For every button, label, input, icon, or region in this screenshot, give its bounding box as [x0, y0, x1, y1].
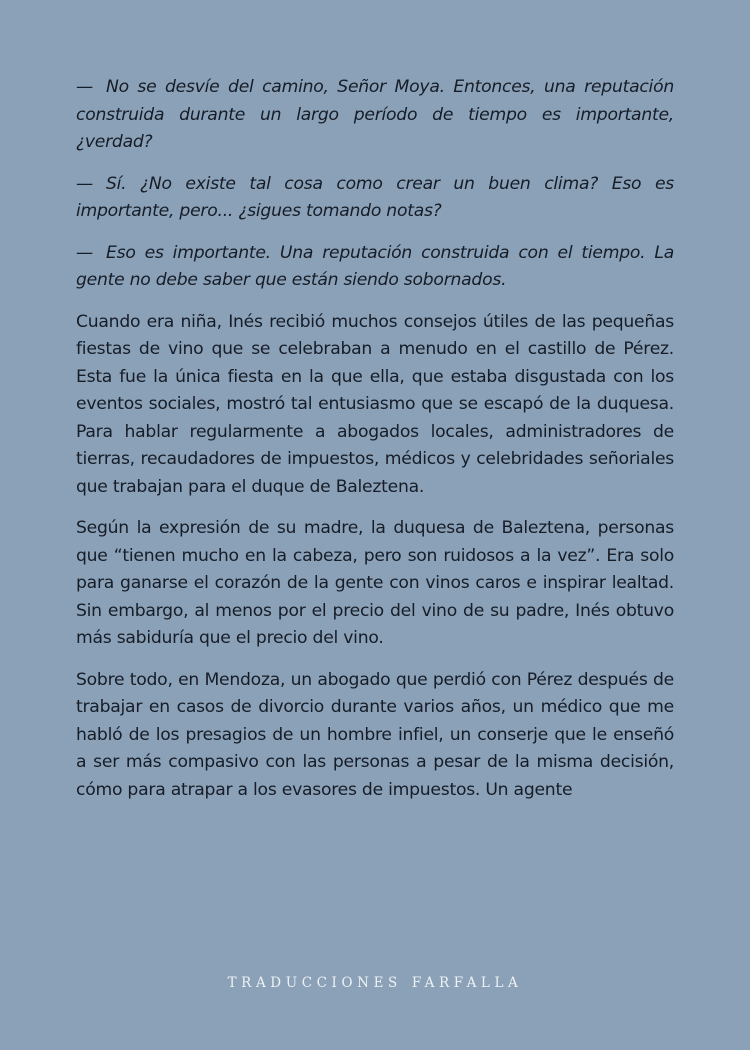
dialogue-text: No se desvíe del camino, Señor Moya. Entonces, una reputación construida durante un largo período de tiempo es importante, ¿verdad? [76, 77, 674, 152]
dialogue-line [76, 74, 674, 157]
dialogue-text: Sí. ¿No existe tal cosa como crear un buen clima? Eso es importante, pero... ¿sigues tomando notas? [76, 173, 674, 221]
em-dash: — [76, 242, 93, 263]
footer-word: TRADUCCIONES [227, 975, 402, 991]
narrative-paragraph: Según la expresión de su madre, la duquesa de Baleztena, personas que “tienen mucho en la cabeza, pero son ruidosos a la vez”. Era solo para ganarse el corazón de la gente con vinos caros e inspirar lealtad. Sin embargo, al menos por el precio del vino de su padre, Inés obtuvo más sabiduría que el precio del vino. [76, 518, 674, 648]
em-dash: — [76, 77, 93, 97]
document-body [76, 74, 674, 818]
dialogue-text: Eso es importante. Una reputación construida con el tiempo. La gente no debe saber que están siendo sobornados. [76, 242, 674, 290]
publisher-footer [0, 975, 750, 991]
narrative-paragraph: Cuando era niña, Inés recibió muchos consejos útiles de las pequeñas fiestas de vino que se celebraban a menudo en el castillo de Pérez. Esta fue la única fiesta en la que ella, que estaba disgustada con los eventos sociales, mostró tal entusiasmo que se escapó de la duquesa. Para hablar regularmente a abogados locales, administradores de tierras, recaudadores de impuestos, médicos y celebridades señoriales que trabajan para el duque de Baleztena. [76, 311, 674, 497]
dialogue-line [76, 171, 674, 226]
em-dash: — [76, 173, 93, 194]
dialogue-line [76, 240, 674, 295]
narrative-paragraph: Sobre todo, en Mendoza, un abogado que perdió con Pérez después de trabajar en casos de divorcio durante varios años, un médico que me habló de los presagios de un hombre infiel, un conserje que le enseñó a ser más compasivo con las personas a pesar de la misma decisión, cómo para atrapar a los evasores de impuestos. Un agente [76, 669, 674, 800]
footer-word: FARFALLA [411, 975, 523, 991]
